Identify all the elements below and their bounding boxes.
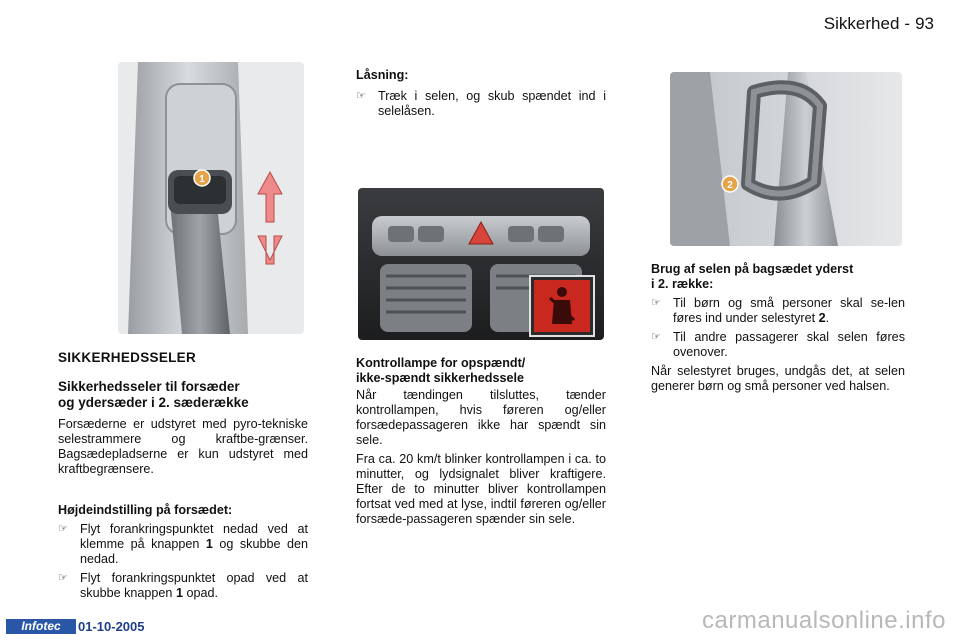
pointing-hand-icon: ☞ bbox=[651, 297, 661, 309]
list-item: ☞ Flyt forankringspunktet opad ved at skubbe knappen 1 opad. bbox=[58, 571, 308, 600]
rear-seat-block bbox=[651, 262, 905, 398]
front-belt-adjuster-photo bbox=[118, 62, 304, 334]
height-adjust-heading: Højdeindstilling på forsædet: bbox=[58, 503, 233, 517]
left-column bbox=[58, 350, 308, 605]
lamp-heading: Kontrollampe for opspændt/ ikke-spændt sikkerhedssele bbox=[356, 356, 526, 385]
page-header bbox=[824, 14, 934, 34]
lamp-paragraph-1: Når tændingen tilsluttes, tænder kontrollampen, hvis føreren og/eller forsædepassageren ikke har spændt sin sele. bbox=[356, 388, 606, 447]
list-item: ☞ Til børn og små personer skal se-len føres ind under selestyret 2. bbox=[651, 296, 905, 325]
list-item: ☞ Til andre passagerer skal selen føres ovenover. bbox=[651, 330, 905, 359]
callout-2: 2 bbox=[727, 180, 733, 191]
lock-block bbox=[356, 68, 606, 123]
lock-heading: Låsning: bbox=[356, 68, 409, 82]
subsection-heading: Sikkerhedsseler til forsæder og ydersæder i 2. sæderække bbox=[58, 379, 249, 410]
list-item: ☞ Flyt forankringspunktet nedad ved at klemme på knappen 1 og skubbe den nedad. bbox=[58, 522, 308, 566]
pointing-hand-icon: ☞ bbox=[58, 523, 68, 535]
dashboard-warning-lamp-photo bbox=[358, 188, 604, 340]
rear-heading: Brug af selen på bagsædet yderst i 2. række: bbox=[651, 262, 854, 291]
rear-note: Når selestyret bruges, undgås det, at selen generer børn og små personer ved halsen. bbox=[651, 364, 905, 393]
section-title: Sikkerhed bbox=[823, 14, 900, 33]
lamp-paragraph-2: Fra ca. 20 km/t blinker kontrollampen i ca. to minutter, og lydsignalet bliver kraftigere. Efter de to minutter bliver kontrollampen fortsat ved med at lyse, indtil føreren og/eller forsæde-passageren spænder sin sele. bbox=[356, 452, 606, 526]
watermark: carmanualsonline.info bbox=[702, 607, 946, 634]
pointing-hand-icon: ☞ bbox=[651, 331, 661, 343]
page-number: 93 bbox=[915, 14, 934, 33]
footer-date: 01-10-2005 bbox=[78, 619, 145, 634]
section-heading: SIKKERHEDSSELER bbox=[58, 350, 197, 365]
rear-belt-guide-photo bbox=[670, 72, 902, 246]
intro-paragraph: Forsæderne er udstyret med pyro-tekniske selestrammere og kraftbe-grænser. Bagsædepladserne er kun udstyret med kraftbegrænsere. bbox=[58, 417, 308, 476]
pointing-hand-icon: ☞ bbox=[58, 572, 68, 584]
header-separator: - bbox=[904, 14, 911, 33]
callout-1: 1 bbox=[199, 174, 205, 185]
warning-lamp-block bbox=[356, 356, 606, 531]
infotec-logo: Infotec bbox=[6, 619, 76, 634]
pointing-hand-icon: ☞ bbox=[356, 90, 366, 102]
list-item: ☞ Træk i selen, og skub spændet ind i selelåsen. bbox=[356, 89, 606, 118]
